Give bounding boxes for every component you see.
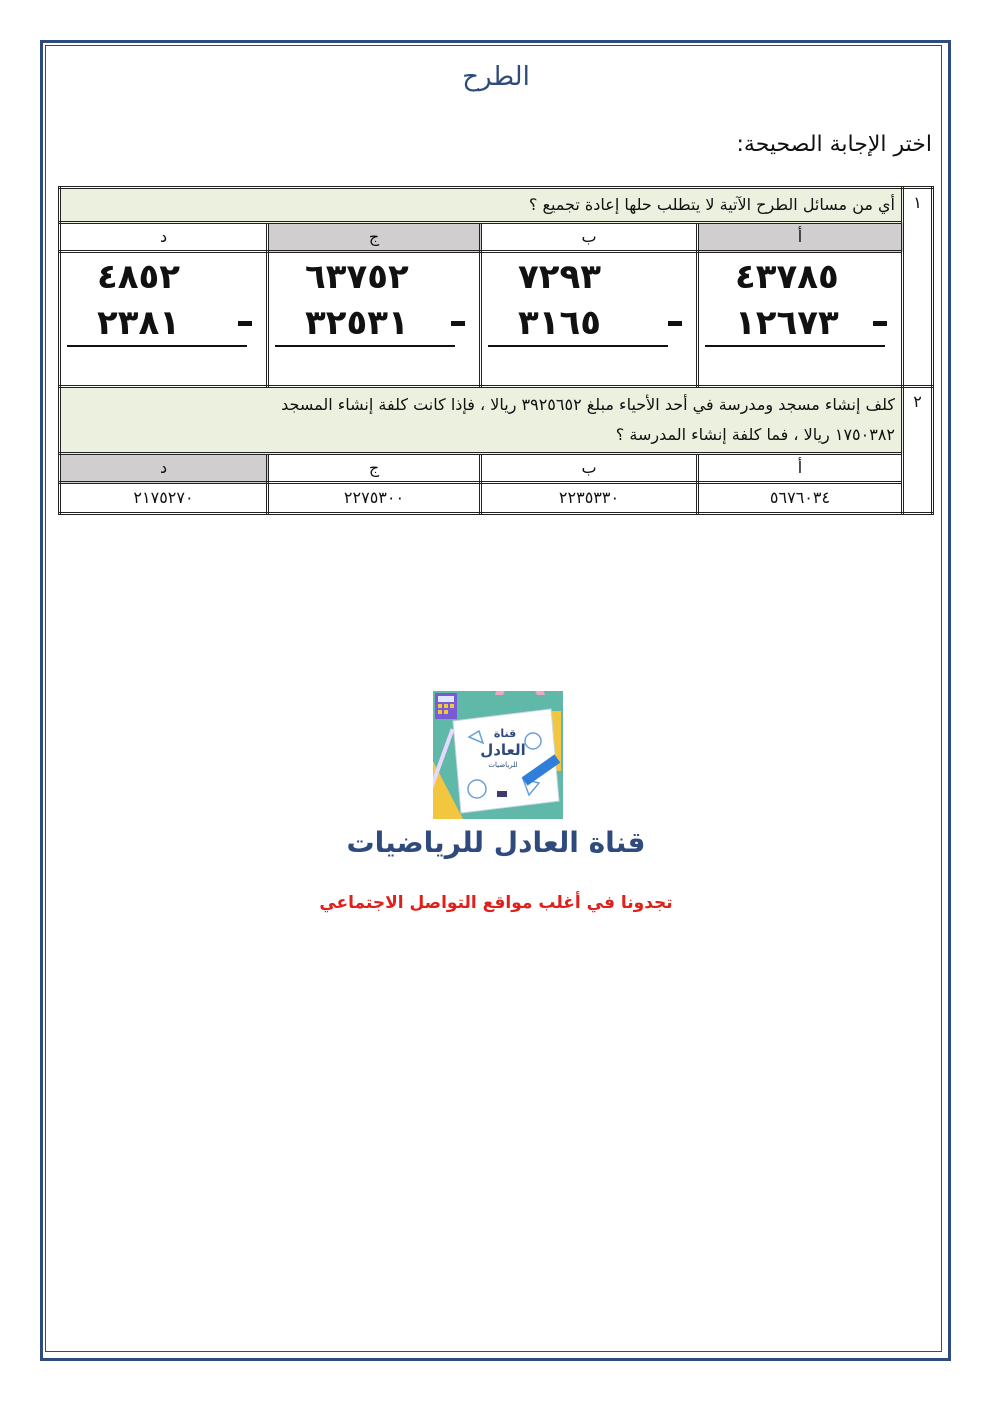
q1-option-d-problem[interactable] <box>60 252 268 387</box>
tagline: تجدونا في أغلب مواقع التواصل الاجتماعي <box>319 893 673 913</box>
subtrahend: ٣٢٥٣١ <box>305 303 409 343</box>
minuend: ٦٣٧٥٢ <box>305 257 409 297</box>
question-number-1: ١ <box>903 188 933 387</box>
q2-option-c-answer[interactable]: ٢٢٧٥٣٠٠ <box>268 483 481 514</box>
q2-option-b-answer[interactable]: ٢٢٣٥٣٣٠ <box>481 483 698 514</box>
q2-option-a-answer[interactable]: ٥٦٧٦٠٣٤ <box>698 483 903 514</box>
result-line <box>488 345 668 347</box>
q2-option-d-answer[interactable]: ٢١٧٥٢٧٠ <box>60 483 268 514</box>
minus-sign <box>451 321 465 326</box>
q2-option-d-label[interactable]: د <box>60 454 268 483</box>
page-title: الطرح <box>462 62 530 92</box>
logo-text-line-2: العادل <box>480 741 526 759</box>
minus-sign <box>873 321 887 326</box>
logo-text-line-3: للرياضيات <box>488 761 518 769</box>
q1-option-c-problem[interactable] <box>268 252 481 387</box>
result-line <box>275 345 455 347</box>
q1-option-c-label[interactable]: ج <box>268 223 481 252</box>
logo-text-line-1: قناة <box>493 727 517 740</box>
subtrahend: ٣١٦٥ <box>518 303 602 343</box>
q2-option-c-label[interactable]: ج <box>268 454 481 483</box>
result-line <box>705 345 885 347</box>
instruction-text: اختر الإجابة الصحيحة: <box>736 132 932 157</box>
minuend: ٧٢٩٣ <box>518 257 602 297</box>
subtrahend: ٢٣٨١ <box>97 303 181 343</box>
q1-option-d-label[interactable]: د <box>60 223 268 252</box>
minus-sign <box>238 321 252 326</box>
question-2-line-2: ١٧٥٠٣٨٢ ريالا ، فما كلفة إنشاء المدرسة ؟ <box>615 425 895 444</box>
result-line <box>67 345 247 347</box>
q2-option-b-label[interactable]: ب <box>481 454 698 483</box>
question-2-line-1: كلف إنشاء مسجد ومدرسة في أحد الأحياء مبلغ ٣٩٢٥٦٥٢ ريالا ، فإذا كانت كلفة إنشاء المسجد <box>281 395 895 414</box>
question-2-text <box>60 387 903 454</box>
minuend: ٤٨٥٢ <box>97 257 181 297</box>
question-number-2: ٢ <box>903 387 933 514</box>
questions-table <box>58 186 934 515</box>
subtrahend: ١٢٦٧٣ <box>735 303 839 343</box>
channel-logo <box>433 691 563 819</box>
q1-option-b-problem[interactable] <box>481 252 698 387</box>
q1-option-a-problem[interactable] <box>698 252 903 387</box>
minuend: ٤٣٧٨٥ <box>735 257 839 297</box>
q1-option-b-label[interactable]: ب <box>481 223 698 252</box>
q2-option-a-label[interactable]: أ <box>698 454 903 483</box>
q1-option-a-label[interactable]: أ <box>698 223 903 252</box>
logo-illustration <box>433 691 563 819</box>
question-1-text: أي من مسائل الطرح الآتية لا يتطلب حلها إعادة تجميع ؟ <box>60 188 903 223</box>
minus-sign <box>668 321 682 326</box>
channel-name: قناة العادل للرياضيات <box>346 826 646 859</box>
